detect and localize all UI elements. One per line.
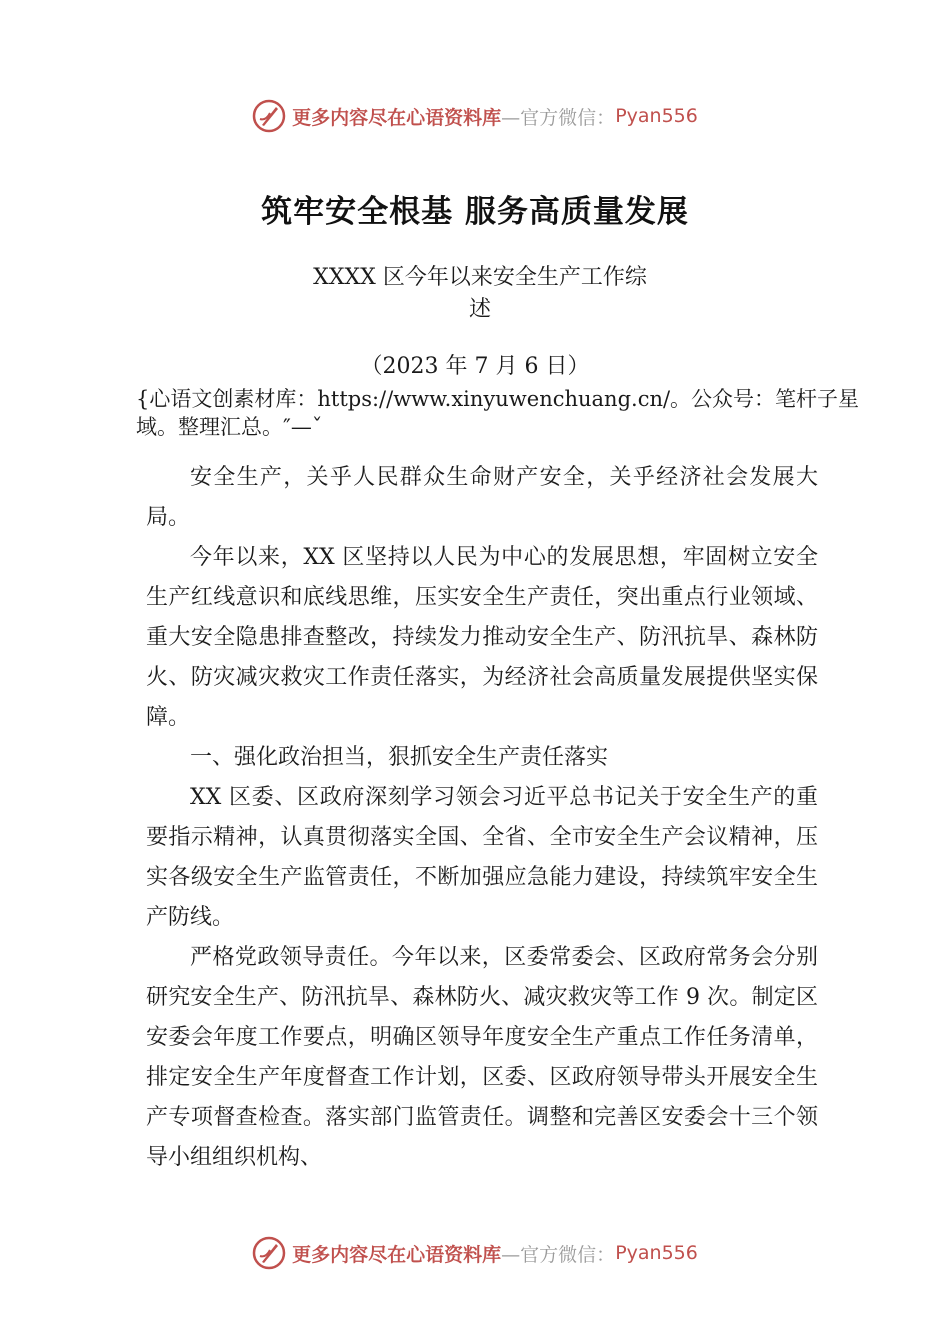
document-date: （2023 年 7 月 6 日） [360,354,590,379]
document-title: 筑牢安全根基 服务高质量发展 [261,194,689,230]
section-heading: 一、强化政治担当，狠抓安全生产责任落实 [190,745,609,770]
banner-wechat-id: Pyan556 [615,105,698,127]
paragraph: 安全生产，关乎人民群众生命财产安全，关乎经济社会发展大局。 [146,465,818,530]
banner-wechat-label: —官方微信： [501,1243,616,1266]
paragraph: XX 区委、区政府深刻学习领会习近平总书记关于安全生产的重要指示精神，认真贯彻落实全国、全省、全市安全生产会议精神，压实各级安全生产监管责任，不断加强应急能力建设，持续筑牢安全生产防线。 [146,785,818,930]
document-subtitle [280,262,680,326]
subtitle-line-1: XXXX 区今年以来安全生产工作综 [313,265,647,290]
paragraph: 严格党政领导责任。今年以来，区委常委会、区政府常务会分别研究安全生产、防汛抗旱、森林防火、减灾救灾等工作 9 次。制定区安委会年度工作要点，明确区领导年度安全生产重点工作任务清单，排定安全生产年度督查工作计划，区委、区政府领导带头开展安全生产专项督查检查。落实部门监管责任。调整和完善区安委会十三个领导小组组织机构、 [146,945,818,1170]
quill-logo-icon [252,99,286,133]
banner-library-text: 更多内容尽在心语资料库 [292,106,502,129]
banner-library-text: 更多内容尽在心语资料库 [292,1243,502,1266]
document-body [146,458,818,1178]
subtitle-line-2: 述 [468,297,491,322]
quill-logo-icon [252,1236,286,1270]
header-banner [0,96,950,136]
banner-wechat-id: Pyan556 [615,1242,698,1264]
footer-banner [0,1233,950,1273]
banner-wechat-label: —官方微信： [501,106,616,129]
source-note: {心语文创素材库：https://www.xinyuwenchuang.cn/。公众号：笔杆子星域。整理汇总。″—ˇ [136,387,860,439]
paragraph: 今年以来，XX 区坚持以人民为中心的发展思想，牢固树立安全生产红线意识和底线思维，压实安全生产责任，突出重点行业领域、重大安全隐患排查整改，持续发力推动安全生产、防汛抗旱、森林防火、防灾减灾救灾工作责任落实，为经济社会高质量发展提供坚实保障。 [146,545,818,730]
